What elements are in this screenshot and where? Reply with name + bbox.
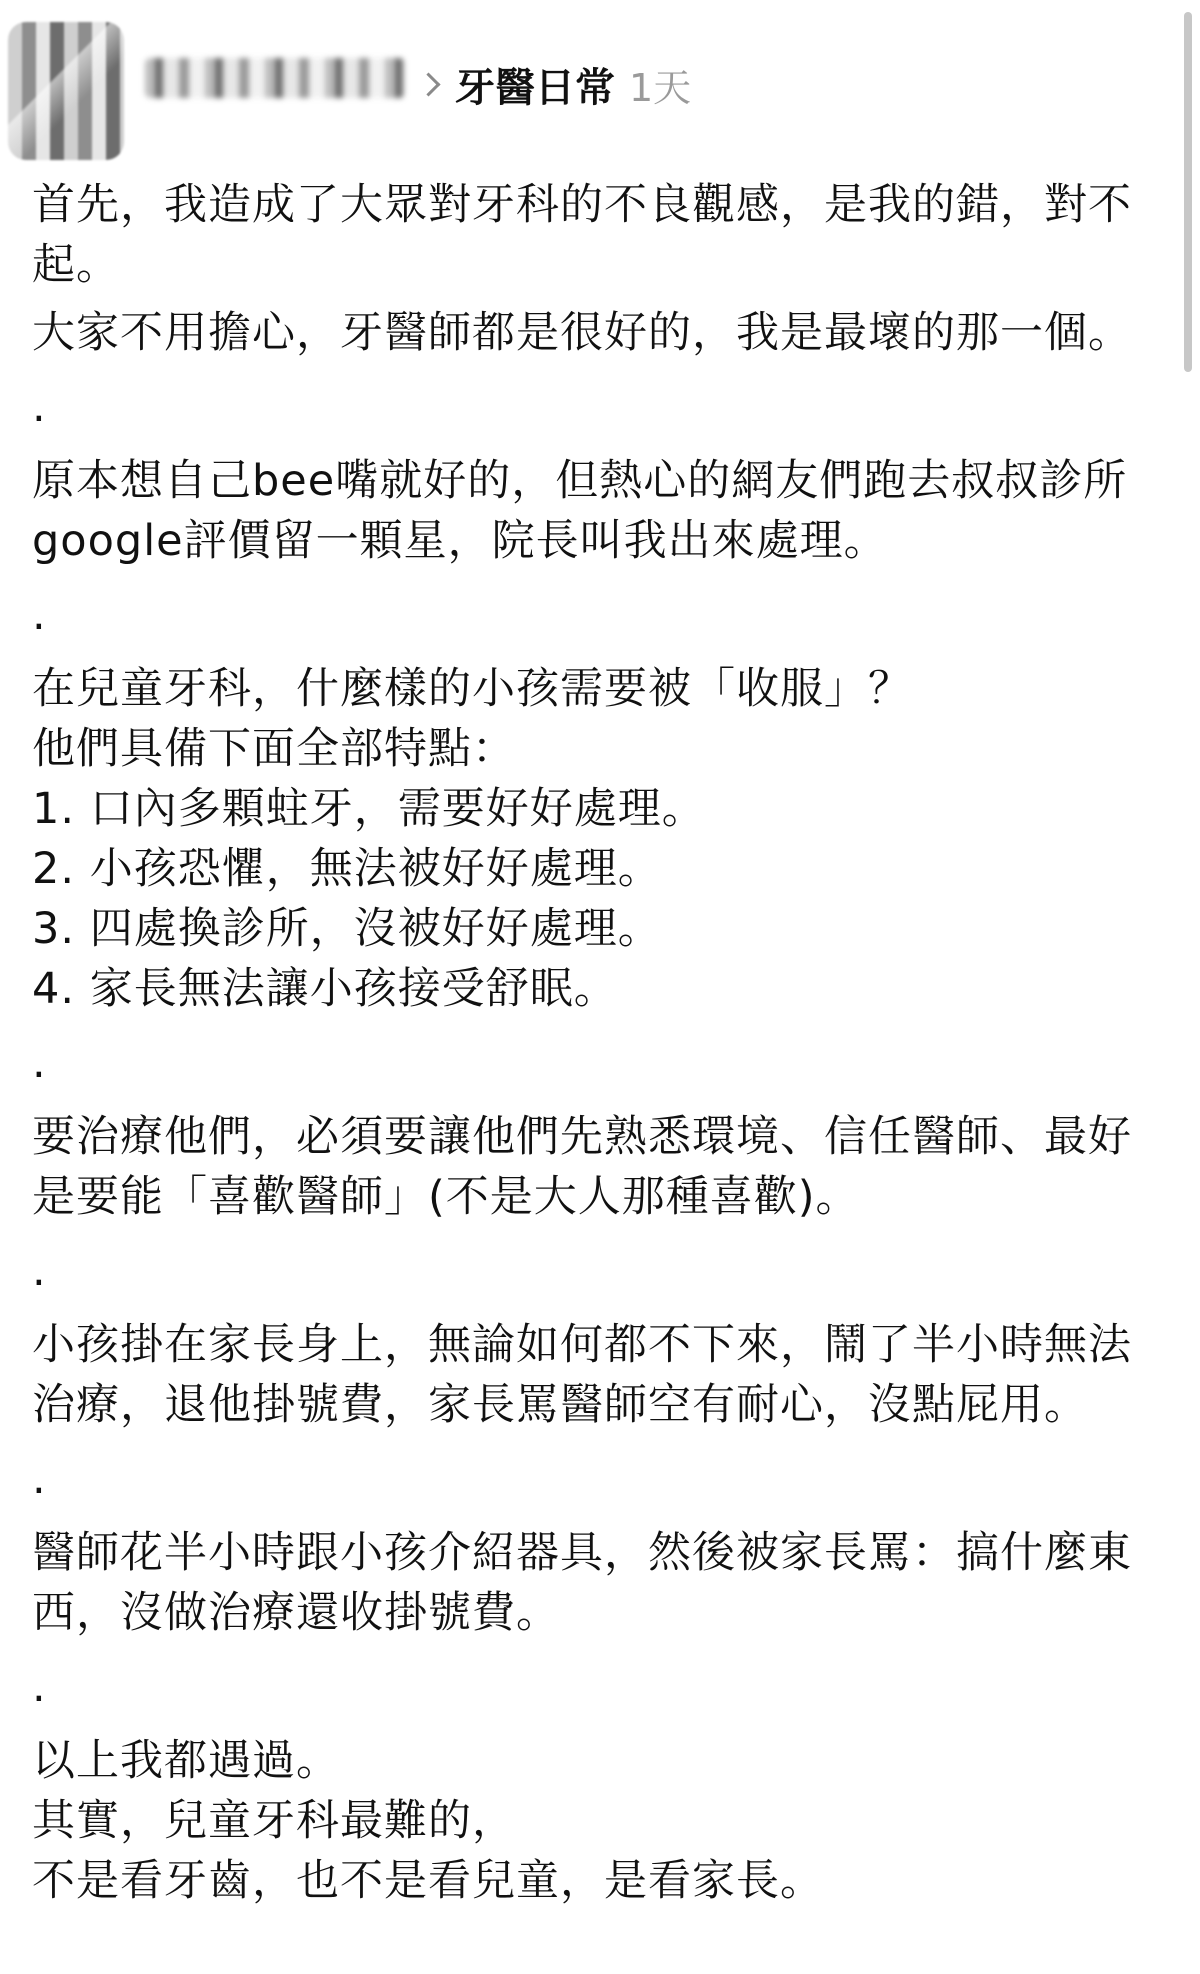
- post-line: 以上我都遇過。: [32, 1736, 340, 1786]
- post-line: 不是看牙齒，也不是看兒童，是看家長。: [32, 1856, 824, 1906]
- post-line: google評價留一顆星，院長叫我出來處理。: [32, 516, 888, 566]
- post-separator-dot: .: [32, 1662, 46, 1712]
- post-separator-dot: .: [32, 382, 46, 432]
- post-list-item: 1. 口內多顆蛀牙，需要好好處理。: [32, 784, 706, 834]
- post-separator-dot: .: [32, 1246, 46, 1296]
- post-list-item: 3. 四處換診所，沒被好好處理。: [32, 904, 662, 954]
- breadcrumb: [420, 60, 692, 111]
- blurred-username[interactable]: [145, 58, 405, 98]
- post-line: 原本想自己bee嘴就好的，但熱心的網友們跑去叔叔診所: [32, 456, 1128, 506]
- post-list-item: 2. 小孩恐懼，無法被好好處理。: [32, 844, 662, 894]
- post-line: 治療，退他掛號費，家長罵醫師空有耐心，沒點屁用。: [32, 1380, 1088, 1430]
- post-header: [0, 0, 1200, 165]
- post-line: 首先，我造成了大眾對牙科的不良觀感，是我的錯，對不: [32, 180, 1132, 230]
- post-line: 他們具備下面全部特點：: [32, 724, 516, 774]
- post-line: 是要能「喜歡醫師」(不是大人那種喜歡)。: [32, 1172, 860, 1222]
- post-line: 小孩掛在家長身上，無論如何都不下來，鬧了半小時無法: [32, 1320, 1132, 1370]
- chevron-right-icon: [416, 72, 440, 96]
- post-line: 要治療他們，必須要讓他們先熟悉環境、信任醫師、最好: [32, 1112, 1132, 1162]
- post-content: [32, 175, 1162, 1911]
- post-line: 西，沒做治療還收掛號費。: [32, 1588, 560, 1638]
- post-time: 1天: [629, 65, 692, 110]
- post-separator-dot: .: [32, 590, 46, 640]
- scrollbar[interactable]: [1184, 12, 1192, 372]
- post-separator-dot: .: [32, 1454, 46, 1504]
- post-line: 大家不用擔心，牙醫師都是很好的，我是最壞的那一個。: [32, 308, 1132, 358]
- post-line: 在兒童牙科，什麼樣的小孩需要被「收服」？: [32, 664, 912, 714]
- post-line: 其實，兒童牙科最難的，: [32, 1796, 516, 1846]
- avatar[interactable]: [8, 22, 124, 160]
- post-list-item: 4. 家長無法讓小孩接受舒眠。: [32, 964, 618, 1014]
- board-name[interactable]: 牙醫日常: [455, 64, 615, 111]
- post-separator-dot: .: [32, 1038, 46, 1088]
- post-line: 起。: [32, 240, 120, 290]
- post-line: 醫師花半小時跟小孩介紹器具，然後被家長罵：搞什麼東: [32, 1528, 1132, 1578]
